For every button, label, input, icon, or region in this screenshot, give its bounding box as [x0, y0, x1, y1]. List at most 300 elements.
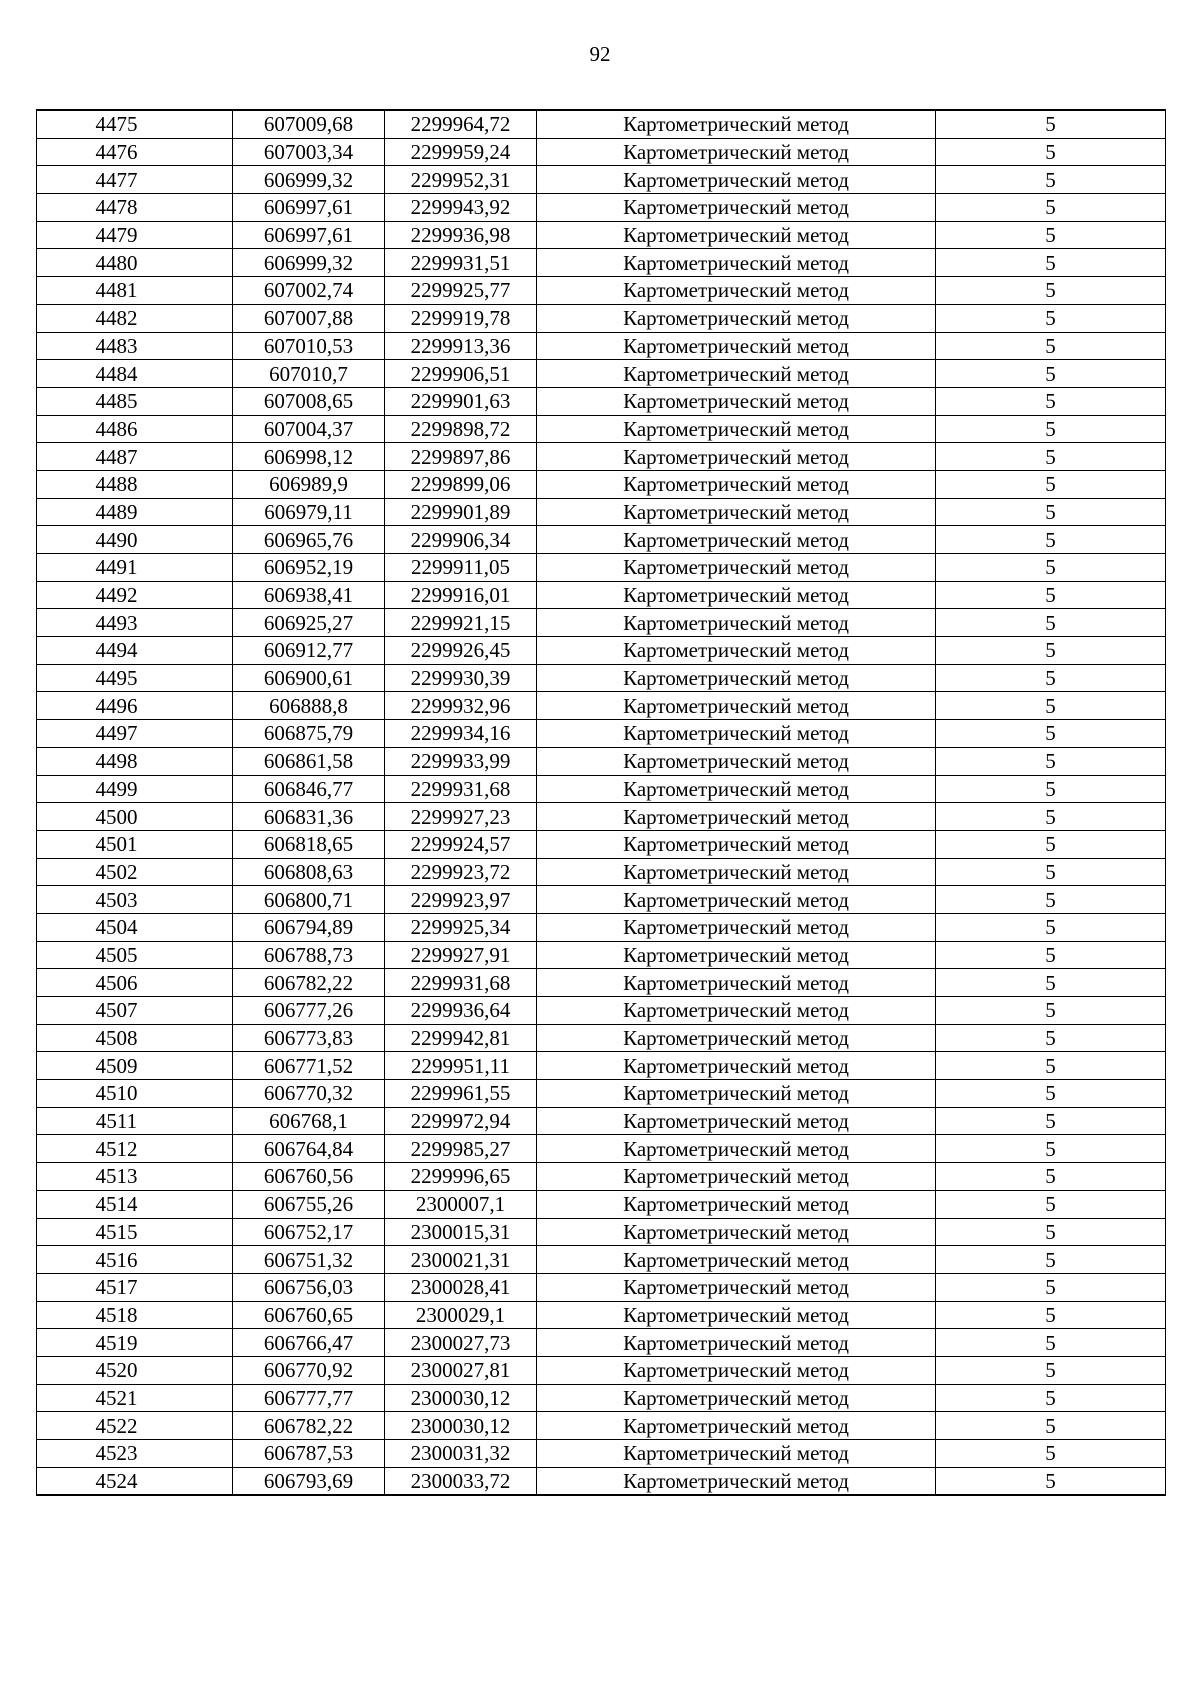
y-coordinate-cell: 2299931,68: [385, 775, 537, 803]
x-coordinate-cell: 606764,84: [233, 1135, 385, 1163]
table-row: [37, 304, 1166, 332]
method-cell: Картометрический метод: [537, 720, 936, 748]
point-number-cell: 4484: [37, 360, 233, 388]
accuracy-cell: 5: [936, 775, 1166, 803]
accuracy-cell: 5: [936, 498, 1166, 526]
page-number: 92: [589, 42, 611, 66]
table-row: [37, 858, 1166, 886]
accuracy-cell: 5: [936, 1024, 1166, 1052]
method-cell: Картометрический метод: [537, 443, 936, 471]
table-row: [37, 830, 1166, 858]
table-row: [37, 526, 1166, 554]
table-row: [37, 637, 1166, 665]
method-cell: Картометрический метод: [537, 138, 936, 166]
x-coordinate-cell: 606793,69: [233, 1467, 385, 1495]
point-number-cell: 4507: [37, 997, 233, 1025]
point-number-cell: 4512: [37, 1135, 233, 1163]
table-row: [37, 387, 1166, 415]
x-coordinate-cell: 607002,74: [233, 277, 385, 305]
table-row: [37, 1273, 1166, 1301]
x-coordinate-cell: 607010,53: [233, 332, 385, 360]
method-cell: Картометрический метод: [537, 415, 936, 443]
method-cell: Картометрический метод: [537, 110, 936, 138]
x-coordinate-cell: 606782,22: [233, 969, 385, 997]
x-coordinate-cell: 606794,89: [233, 913, 385, 941]
point-number-cell: 4524: [37, 1467, 233, 1495]
method-cell: Картометрический метод: [537, 1024, 936, 1052]
table-row: [37, 941, 1166, 969]
method-cell: Картометрический метод: [537, 1080, 936, 1108]
method-cell: Картометрический метод: [537, 581, 936, 609]
x-coordinate-cell: 606912,77: [233, 637, 385, 665]
method-cell: Картометрический метод: [537, 221, 936, 249]
point-number-cell: 4509: [37, 1052, 233, 1080]
method-cell: Картометрический метод: [537, 1218, 936, 1246]
method-cell: Картометрический метод: [537, 470, 936, 498]
point-number-cell: 4504: [37, 913, 233, 941]
accuracy-cell: 5: [936, 1135, 1166, 1163]
table-row: [37, 609, 1166, 637]
x-coordinate-cell: 606800,71: [233, 886, 385, 914]
y-coordinate-cell: 2299906,51: [385, 360, 537, 388]
point-number-cell: 4521: [37, 1384, 233, 1412]
y-coordinate-cell: 2300033,72: [385, 1467, 537, 1495]
point-number-cell: 4479: [37, 221, 233, 249]
method-cell: Картометрический метод: [537, 803, 936, 831]
accuracy-cell: 5: [936, 526, 1166, 554]
x-coordinate-cell: 606997,61: [233, 194, 385, 222]
y-coordinate-cell: 2299985,27: [385, 1135, 537, 1163]
y-coordinate-cell: 2299911,05: [385, 554, 537, 582]
point-number-cell: 4523: [37, 1440, 233, 1468]
table-row: [37, 1329, 1166, 1357]
table-row: [37, 277, 1166, 305]
point-number-cell: 4486: [37, 415, 233, 443]
point-number-cell: 4501: [37, 830, 233, 858]
point-number-cell: 4520: [37, 1356, 233, 1384]
table-row: [37, 1412, 1166, 1440]
x-coordinate-cell: 606760,56: [233, 1163, 385, 1191]
method-cell: Картометрический метод: [537, 1356, 936, 1384]
accuracy-cell: 5: [936, 415, 1166, 443]
x-coordinate-cell: 606900,61: [233, 664, 385, 692]
x-coordinate-cell: 606751,32: [233, 1246, 385, 1274]
x-coordinate-cell: 606861,58: [233, 747, 385, 775]
point-number-cell: 4494: [37, 637, 233, 665]
point-number-cell: 4505: [37, 941, 233, 969]
method-cell: Картометрический метод: [537, 526, 936, 554]
point-number-cell: 4508: [37, 1024, 233, 1052]
point-number-cell: 4480: [37, 249, 233, 277]
y-coordinate-cell: 2299925,34: [385, 913, 537, 941]
y-coordinate-cell: 2299952,31: [385, 166, 537, 194]
accuracy-cell: 5: [936, 997, 1166, 1025]
x-coordinate-cell: 606989,9: [233, 470, 385, 498]
table-row: [37, 332, 1166, 360]
accuracy-cell: 5: [936, 830, 1166, 858]
method-cell: Картометрический метод: [537, 554, 936, 582]
y-coordinate-cell: 2299906,34: [385, 526, 537, 554]
accuracy-cell: 5: [936, 1412, 1166, 1440]
point-number-cell: 4488: [37, 470, 233, 498]
accuracy-cell: 5: [936, 304, 1166, 332]
table-row: [37, 415, 1166, 443]
point-number-cell: 4477: [37, 166, 233, 194]
method-cell: Картометрический метод: [537, 637, 936, 665]
table-row: [37, 1163, 1166, 1191]
table-row: [37, 554, 1166, 582]
accuracy-cell: 5: [936, 858, 1166, 886]
y-coordinate-cell: 2300028,41: [385, 1273, 537, 1301]
accuracy-cell: 5: [936, 277, 1166, 305]
method-cell: Картометрический метод: [537, 913, 936, 941]
x-coordinate-cell: 606925,27: [233, 609, 385, 637]
x-coordinate-cell: 606755,26: [233, 1190, 385, 1218]
method-cell: Картометрический метод: [537, 997, 936, 1025]
accuracy-cell: 5: [936, 941, 1166, 969]
point-number-cell: 4502: [37, 858, 233, 886]
accuracy-cell: 5: [936, 886, 1166, 914]
point-number-cell: 4490: [37, 526, 233, 554]
table-row: [37, 1107, 1166, 1135]
y-coordinate-cell: 2299934,16: [385, 720, 537, 748]
accuracy-cell: 5: [936, 1190, 1166, 1218]
y-coordinate-cell: 2299936,98: [385, 221, 537, 249]
method-cell: Картометрический метод: [537, 1135, 936, 1163]
table-row: [37, 692, 1166, 720]
y-coordinate-cell: 2299925,77: [385, 277, 537, 305]
point-number-cell: 4499: [37, 775, 233, 803]
point-number-cell: 4522: [37, 1412, 233, 1440]
point-number-cell: 4517: [37, 1273, 233, 1301]
method-cell: Картометрический метод: [537, 387, 936, 415]
method-cell: Картометрический метод: [537, 830, 936, 858]
table-row: [37, 1135, 1166, 1163]
x-coordinate-cell: 606768,1: [233, 1107, 385, 1135]
y-coordinate-cell: 2299916,01: [385, 581, 537, 609]
y-coordinate-cell: 2299899,06: [385, 470, 537, 498]
accuracy-cell: 5: [936, 803, 1166, 831]
table-row: [37, 747, 1166, 775]
method-cell: Картометрический метод: [537, 498, 936, 526]
method-cell: Картометрический метод: [537, 775, 936, 803]
y-coordinate-cell: 2299927,23: [385, 803, 537, 831]
table-row: [37, 166, 1166, 194]
accuracy-cell: 5: [936, 1329, 1166, 1357]
table-row: [37, 664, 1166, 692]
table-row: [37, 803, 1166, 831]
method-cell: Картометрический метод: [537, 1440, 936, 1468]
method-cell: Картометрический метод: [537, 609, 936, 637]
x-coordinate-cell: 606938,41: [233, 581, 385, 609]
table-row: [37, 1467, 1166, 1495]
point-number-cell: 4481: [37, 277, 233, 305]
method-cell: Картометрический метод: [537, 692, 936, 720]
accuracy-cell: 5: [936, 609, 1166, 637]
y-coordinate-cell: 2299931,68: [385, 969, 537, 997]
point-number-cell: 4498: [37, 747, 233, 775]
method-cell: Картометрический метод: [537, 304, 936, 332]
point-number-cell: 4510: [37, 1080, 233, 1108]
y-coordinate-cell: 2300030,12: [385, 1384, 537, 1412]
x-coordinate-cell: 606965,76: [233, 526, 385, 554]
accuracy-cell: 5: [936, 194, 1166, 222]
y-coordinate-cell: 2299898,72: [385, 415, 537, 443]
x-coordinate-cell: 606771,52: [233, 1052, 385, 1080]
accuracy-cell: 5: [936, 387, 1166, 415]
x-coordinate-cell: 606998,12: [233, 443, 385, 471]
table-row: [37, 1356, 1166, 1384]
method-cell: Картометрический метод: [537, 858, 936, 886]
table-row: [37, 1246, 1166, 1274]
point-number-cell: 4516: [37, 1246, 233, 1274]
method-cell: Картометрический метод: [537, 1163, 936, 1191]
accuracy-cell: 5: [936, 1356, 1166, 1384]
method-cell: Картометрический метод: [537, 1467, 936, 1495]
accuracy-cell: 5: [936, 720, 1166, 748]
y-coordinate-cell: 2300027,73: [385, 1329, 537, 1357]
accuracy-cell: 5: [936, 1218, 1166, 1246]
method-cell: Картометрический метод: [537, 1273, 936, 1301]
point-number-cell: 4503: [37, 886, 233, 914]
accuracy-cell: 5: [936, 664, 1166, 692]
table-row: [37, 969, 1166, 997]
y-coordinate-cell: 2299972,94: [385, 1107, 537, 1135]
table-row: [37, 1384, 1166, 1412]
method-cell: Картометрический метод: [537, 664, 936, 692]
x-coordinate-cell: 606999,32: [233, 166, 385, 194]
x-coordinate-cell: 606773,83: [233, 1024, 385, 1052]
x-coordinate-cell: 606999,32: [233, 249, 385, 277]
point-number-cell: 4519: [37, 1329, 233, 1357]
point-number-cell: 4478: [37, 194, 233, 222]
accuracy-cell: 5: [936, 138, 1166, 166]
accuracy-cell: 5: [936, 1080, 1166, 1108]
point-number-cell: 4496: [37, 692, 233, 720]
accuracy-cell: 5: [936, 692, 1166, 720]
x-coordinate-cell: 607010,7: [233, 360, 385, 388]
y-coordinate-cell: 2299901,89: [385, 498, 537, 526]
point-number-cell: 4492: [37, 581, 233, 609]
method-cell: Картометрический метод: [537, 941, 936, 969]
table-row: [37, 1440, 1166, 1468]
y-coordinate-cell: 2300021,31: [385, 1246, 537, 1274]
y-coordinate-cell: 2299921,15: [385, 609, 537, 637]
x-coordinate-cell: 607007,88: [233, 304, 385, 332]
y-coordinate-cell: 2299996,65: [385, 1163, 537, 1191]
y-coordinate-cell: 2299961,55: [385, 1080, 537, 1108]
point-number-cell: 4482: [37, 304, 233, 332]
y-coordinate-cell: 2300007,1: [385, 1190, 537, 1218]
table-row: [37, 138, 1166, 166]
y-coordinate-cell: 2299919,78: [385, 304, 537, 332]
table-row: [37, 110, 1166, 138]
table-row: [37, 886, 1166, 914]
accuracy-cell: 5: [936, 913, 1166, 941]
x-coordinate-cell: 606788,73: [233, 941, 385, 969]
point-number-cell: 4500: [37, 803, 233, 831]
table-row: [37, 249, 1166, 277]
y-coordinate-cell: 2300029,1: [385, 1301, 537, 1329]
method-cell: Картометрический метод: [537, 969, 936, 997]
x-coordinate-cell: 606875,79: [233, 720, 385, 748]
table-body: [37, 110, 1166, 1495]
table-row: [37, 913, 1166, 941]
method-cell: Картометрический метод: [537, 277, 936, 305]
x-coordinate-cell: 606997,61: [233, 221, 385, 249]
x-coordinate-cell: 606760,65: [233, 1301, 385, 1329]
point-number-cell: 4513: [37, 1163, 233, 1191]
y-coordinate-cell: 2299927,91: [385, 941, 537, 969]
method-cell: Картометрический метод: [537, 332, 936, 360]
point-number-cell: 4489: [37, 498, 233, 526]
method-cell: Картометрический метод: [537, 1301, 936, 1329]
x-coordinate-cell: 606846,77: [233, 775, 385, 803]
accuracy-cell: 5: [936, 1384, 1166, 1412]
point-number-cell: 4506: [37, 969, 233, 997]
accuracy-cell: 5: [936, 581, 1166, 609]
y-coordinate-cell: 2299951,11: [385, 1052, 537, 1080]
accuracy-cell: 5: [936, 1467, 1166, 1495]
y-coordinate-cell: 2300015,31: [385, 1218, 537, 1246]
method-cell: Картометрический метод: [537, 1412, 936, 1440]
x-coordinate-cell: 606787,53: [233, 1440, 385, 1468]
y-coordinate-cell: 2300030,12: [385, 1412, 537, 1440]
accuracy-cell: 5: [936, 1246, 1166, 1274]
point-number-cell: 4497: [37, 720, 233, 748]
y-coordinate-cell: 2299932,96: [385, 692, 537, 720]
accuracy-cell: 5: [936, 1301, 1166, 1329]
table-row: [37, 1301, 1166, 1329]
x-coordinate-cell: 606952,19: [233, 554, 385, 582]
accuracy-cell: 5: [936, 332, 1166, 360]
accuracy-cell: 5: [936, 1052, 1166, 1080]
method-cell: Картометрический метод: [537, 194, 936, 222]
point-number-cell: 4515: [37, 1218, 233, 1246]
table-row: [37, 360, 1166, 388]
table-row: [37, 1080, 1166, 1108]
method-cell: Картометрический метод: [537, 1246, 936, 1274]
x-coordinate-cell: 606777,26: [233, 997, 385, 1025]
y-coordinate-cell: 2300031,32: [385, 1440, 537, 1468]
method-cell: Картометрический метод: [537, 1384, 936, 1412]
point-number-cell: 4487: [37, 443, 233, 471]
method-cell: Картометрический метод: [537, 1052, 936, 1080]
table-row: [37, 997, 1166, 1025]
table-row: [37, 470, 1166, 498]
method-cell: Картометрический метод: [537, 1107, 936, 1135]
table-row: [37, 443, 1166, 471]
y-coordinate-cell: 2299942,81: [385, 1024, 537, 1052]
table-row: [37, 1190, 1166, 1218]
y-coordinate-cell: 2299923,72: [385, 858, 537, 886]
point-number-cell: 4483: [37, 332, 233, 360]
table-row: [37, 1052, 1166, 1080]
x-coordinate-cell: 607004,37: [233, 415, 385, 443]
point-number-cell: 4493: [37, 609, 233, 637]
accuracy-cell: 5: [936, 637, 1166, 665]
point-number-cell: 4514: [37, 1190, 233, 1218]
x-coordinate-cell: 606766,47: [233, 1329, 385, 1357]
method-cell: Картометрический метод: [537, 360, 936, 388]
y-coordinate-cell: 2299943,92: [385, 194, 537, 222]
table-row: [37, 221, 1166, 249]
y-coordinate-cell: 2299901,63: [385, 387, 537, 415]
y-coordinate-cell: 2299923,97: [385, 886, 537, 914]
accuracy-cell: 5: [936, 166, 1166, 194]
accuracy-cell: 5: [936, 969, 1166, 997]
table-row: [37, 498, 1166, 526]
table-row: [37, 1218, 1166, 1246]
x-coordinate-cell: 606888,8: [233, 692, 385, 720]
table-row: [37, 194, 1166, 222]
accuracy-cell: 5: [936, 110, 1166, 138]
x-coordinate-cell: 606818,65: [233, 830, 385, 858]
accuracy-cell: 5: [936, 470, 1166, 498]
point-number-cell: 4511: [37, 1107, 233, 1135]
y-coordinate-cell: 2299964,72: [385, 110, 537, 138]
accuracy-cell: 5: [936, 443, 1166, 471]
x-coordinate-cell: 607008,65: [233, 387, 385, 415]
point-number-cell: 4491: [37, 554, 233, 582]
x-coordinate-cell: 606808,63: [233, 858, 385, 886]
x-coordinate-cell: 606770,32: [233, 1080, 385, 1108]
method-cell: Картометрический метод: [537, 1190, 936, 1218]
table-row: [37, 720, 1166, 748]
accuracy-cell: 5: [936, 1273, 1166, 1301]
accuracy-cell: 5: [936, 360, 1166, 388]
y-coordinate-cell: 2299936,64: [385, 997, 537, 1025]
point-number-cell: 4518: [37, 1301, 233, 1329]
y-coordinate-cell: 2299933,99: [385, 747, 537, 775]
x-coordinate-cell: 606831,36: [233, 803, 385, 831]
x-coordinate-cell: 606756,03: [233, 1273, 385, 1301]
accuracy-cell: 5: [936, 1440, 1166, 1468]
point-number-cell: 4476: [37, 138, 233, 166]
table-row: [37, 775, 1166, 803]
y-coordinate-cell: 2299913,36: [385, 332, 537, 360]
x-coordinate-cell: 606777,77: [233, 1384, 385, 1412]
accuracy-cell: 5: [936, 747, 1166, 775]
accuracy-cell: 5: [936, 1163, 1166, 1191]
y-coordinate-cell: 2300027,81: [385, 1356, 537, 1384]
method-cell: Картометрический метод: [537, 249, 936, 277]
table-row: [37, 581, 1166, 609]
y-coordinate-cell: 2299926,45: [385, 637, 537, 665]
point-number-cell: 4495: [37, 664, 233, 692]
method-cell: Картометрический метод: [537, 747, 936, 775]
y-coordinate-cell: 2299959,24: [385, 138, 537, 166]
y-coordinate-cell: 2299930,39: [385, 664, 537, 692]
method-cell: Картометрический метод: [537, 166, 936, 194]
accuracy-cell: 5: [936, 1107, 1166, 1135]
x-coordinate-cell: 607003,34: [233, 138, 385, 166]
accuracy-cell: 5: [936, 249, 1166, 277]
x-coordinate-cell: 606782,22: [233, 1412, 385, 1440]
table-row: [37, 1024, 1166, 1052]
method-cell: Картометрический метод: [537, 886, 936, 914]
x-coordinate-cell: 606770,92: [233, 1356, 385, 1384]
y-coordinate-cell: 2299897,86: [385, 443, 537, 471]
point-number-cell: 4475: [37, 110, 233, 138]
x-coordinate-cell: 606752,17: [233, 1218, 385, 1246]
method-cell: Картометрический метод: [537, 1329, 936, 1357]
x-coordinate-cell: 606979,11: [233, 498, 385, 526]
y-coordinate-cell: 2299924,57: [385, 830, 537, 858]
coordinates-table: [36, 109, 1166, 1496]
y-coordinate-cell: 2299931,51: [385, 249, 537, 277]
accuracy-cell: 5: [936, 221, 1166, 249]
